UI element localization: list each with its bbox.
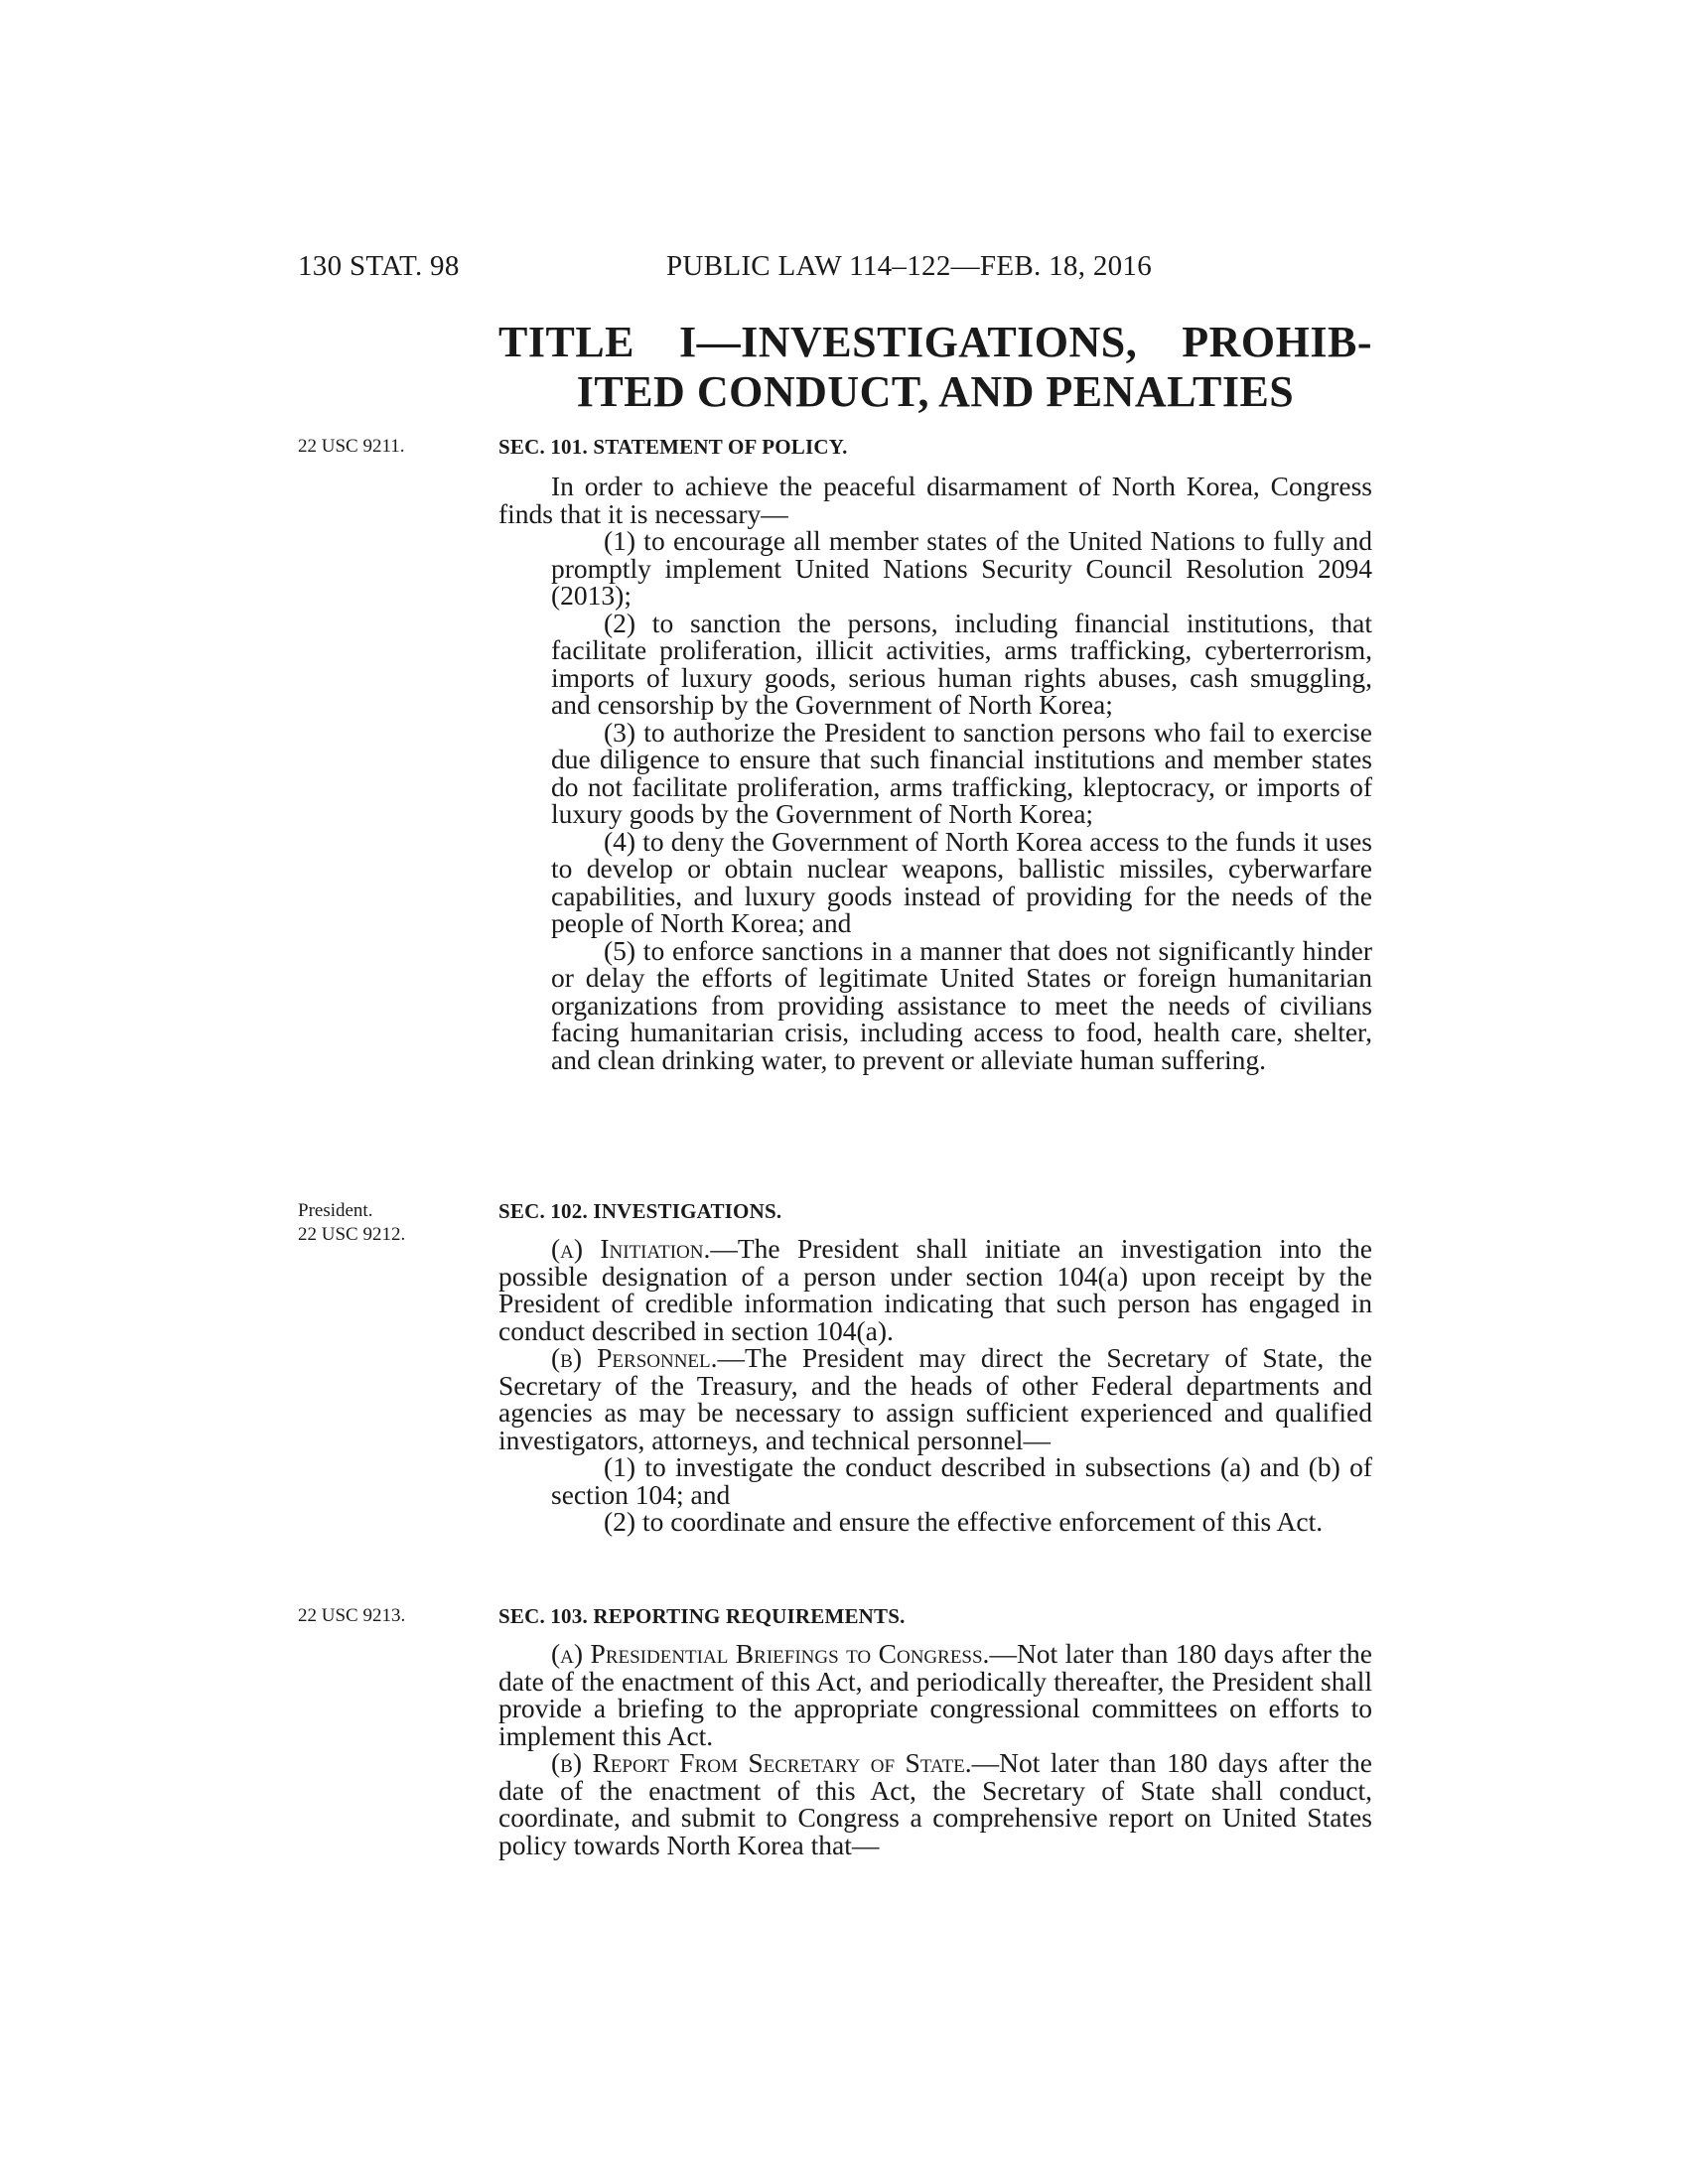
subsection-text: —The President may direct the Secretary of State, the Secretary of the Treasury, and the heads of other Federal departments and agencies as may be necessary to assign sufficient experienced and qualified investigators, attorneys, and technical personnel—	[498, 1342, 1372, 1455]
section-101-item: (4) to deny the Government of North Korea access to the funds it uses to develop or obtain nuclear weapons, ballistic missiles, cyberwarfare capabilities, and luxury goods instead of providing for the needs of the people of North Korea; and	[551, 825, 1372, 938]
subsection-label: (b) Personnel.	[551, 1342, 718, 1373]
subsection-label: (a) Presidential Briefings to Congress.	[551, 1638, 990, 1669]
section-101-item: (1) to encourage all member states of the United Nations to fully and promptly implement United Nations Security Council Resolution 2094 (2013);	[551, 525, 1372, 611]
margin-note-line: President.	[298, 1200, 373, 1221]
section-102-item: (2) to coordinate and ensure the effective enforcement of this Act.	[604, 1506, 1324, 1537]
section-102-item: (1) to investigate the conduct described in subsections (a) and (b) of section 104; and	[551, 1451, 1372, 1510]
section-101-item: (2) to sanction the persons, including financial institutions, that facilitate proliferation, illicit activities, arms trafficking, cyberterrorism, imports of luxury goods, serious human rights abuses, cash smuggling, and censorship by the Government of North Korea;	[551, 607, 1372, 720]
section-101-body	[498, 473, 1372, 1073]
subsection-text: —Not later than 180 days after the date of the enactment of this Act, and periodically thereafter, the President shall provide a briefing to the appropriate congressional committees on efforts to implement this Act.	[498, 1638, 1372, 1751]
section-103-heading: SEC. 103. REPORTING REQUIREMENTS.	[498, 1604, 906, 1628]
subsection-label: (a) Initiation.	[551, 1233, 711, 1264]
section-101-intro: In order to achieve the peaceful disarmament of North Korea, Congress finds that it is necessary—	[498, 471, 1372, 529]
margin-note-line: 22 USC 9212.	[298, 1224, 406, 1245]
section-101-item: (5) to enforce sanctions in a manner that does not significantly hinder or delay the efforts of legitimate United States or foreign humanitarian organizations from providing assistance to meet the needs of civilians facing humanitarian crisis, including access to food, health care, shelter, and clean drinking water, to prevent or alleviate human suffering.	[551, 934, 1372, 1075]
margin-note-president	[298, 1199, 477, 1247]
margin-note-usc-9213: 22 USC 9213.	[298, 1605, 406, 1626]
section-102-heading: SEC. 102. INVESTIGATIONS.	[498, 1199, 782, 1223]
title-word: TITLE	[498, 318, 635, 366]
section-102-body	[498, 1235, 1372, 1536]
subsection-text: —Not later than 180 days after the date of the enactment of this Act, the Secretary of State shall conduct, coordinate, and submit to Congress a comprehensive report on United States policy towards North Korea that—	[498, 1747, 1372, 1860]
subsection-text: —The President shall initiate an investigation into the possible designation of a person under section 104(a) upon receipt by the President of credible information indicating that such person has engaged in conduct described in section 104(a).	[498, 1233, 1372, 1346]
section-101-item: (3) to authorize the President to sanction persons who fail to exercise due diligence to ensure that such financial institutions and member states do not facilitate proliferation, arms trafficking, kleptocracy, or imports of luxury goods by the Government of North Korea;	[551, 716, 1372, 829]
section-103-subsection-b	[498, 1749, 1372, 1858]
section-102-subsection-b	[498, 1344, 1372, 1453]
section-101-heading: SEC. 101. STATEMENT OF POLICY.	[498, 435, 848, 459]
title-word: PROHIB-	[1182, 318, 1372, 366]
title-word: I—INVESTIGATIONS,	[679, 318, 1138, 366]
margin-note-usc-9211: 22 USC 9211.	[298, 436, 405, 457]
title-heading	[498, 318, 1372, 417]
page-header	[298, 250, 1370, 290]
subsection-label: (b) Report From Secretary of State.	[551, 1747, 972, 1778]
public-law-citation: PUBLIC LAW 114–122—FEB. 18, 2016	[666, 250, 1153, 282]
section-102-subsection-a	[498, 1235, 1372, 1344]
statute-page-number: 130 STAT. 98	[298, 250, 460, 282]
section-103-subsection-a	[498, 1640, 1372, 1749]
section-103-body	[498, 1640, 1372, 1858]
title-line-2: ITED CONDUCT, AND PENALTIES	[576, 367, 1295, 416]
